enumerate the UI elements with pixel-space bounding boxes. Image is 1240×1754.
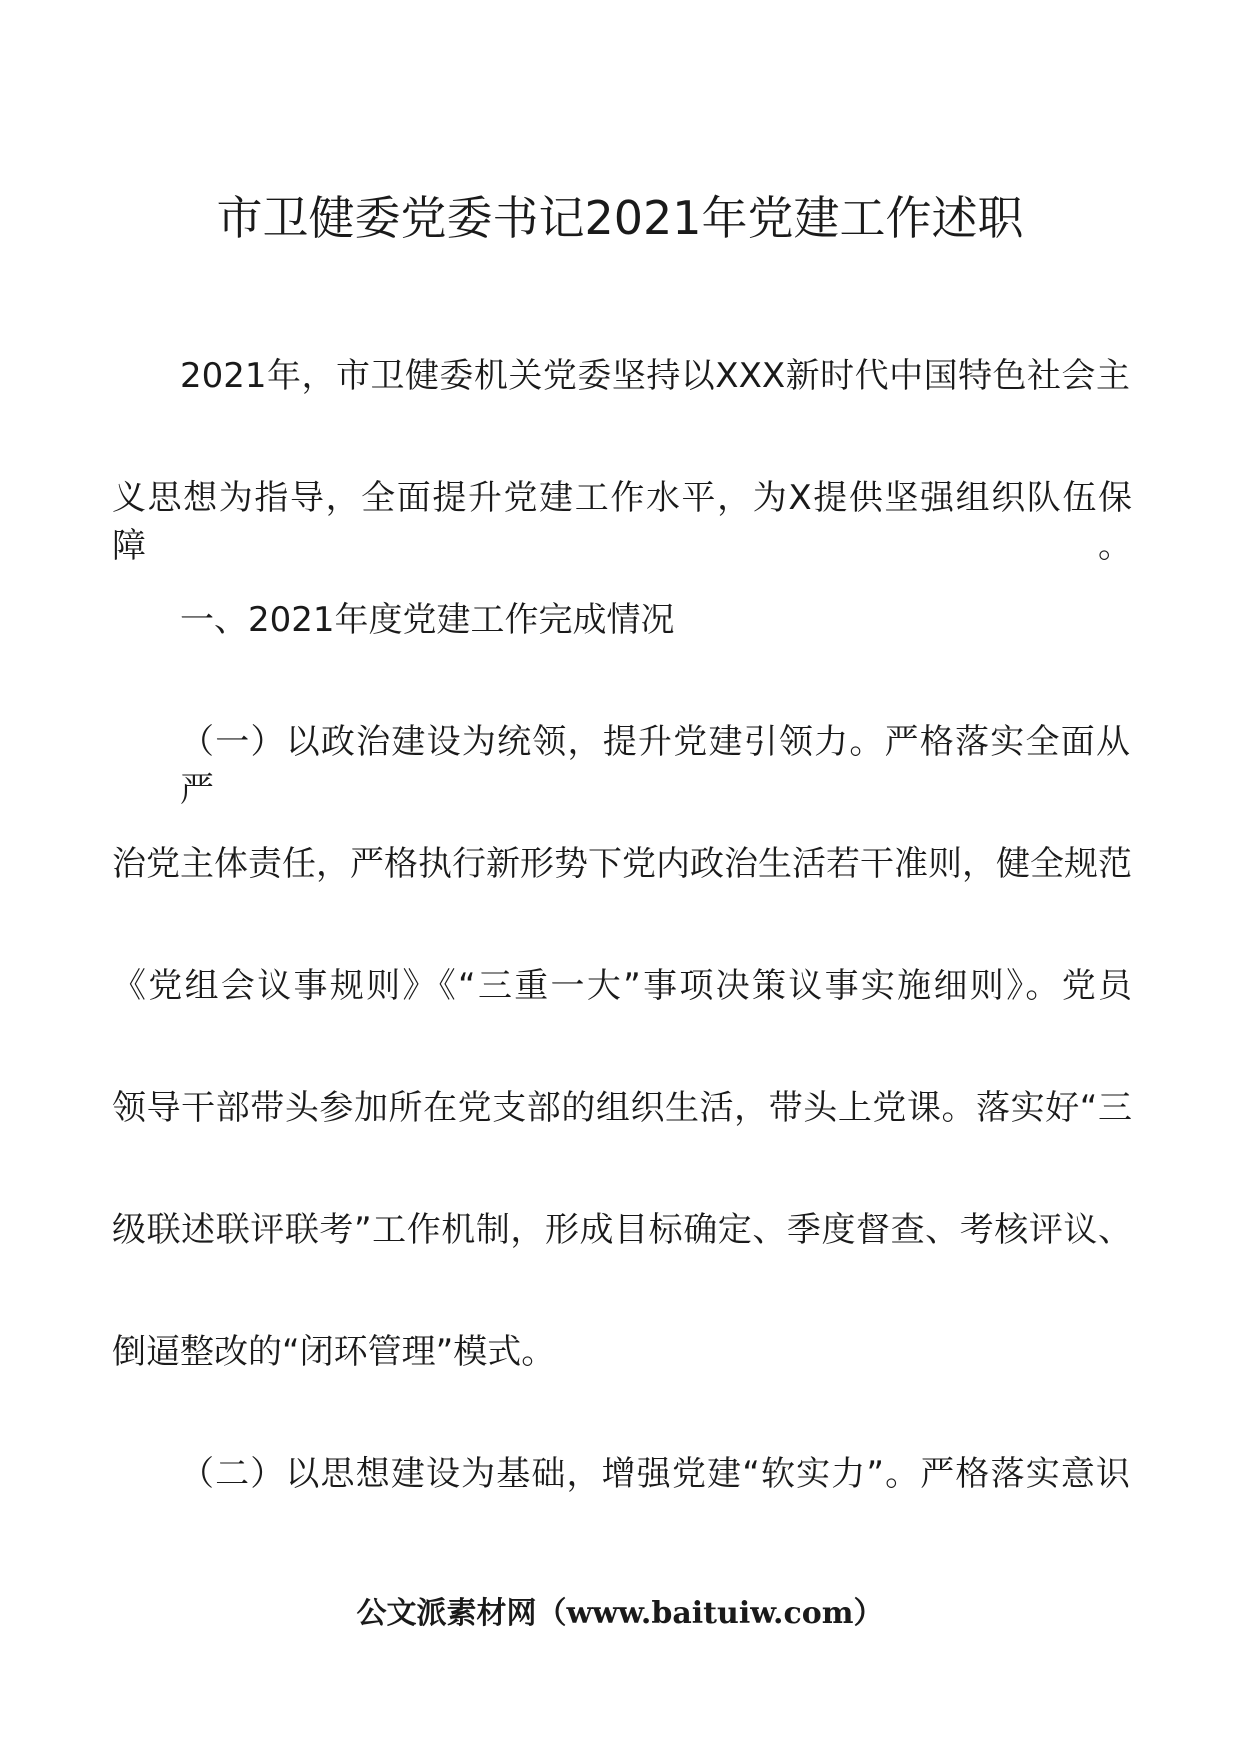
- paragraph-line: 2021年，市卫健委机关党委坚持以XXX新时代中国特色社会主: [180, 356, 1130, 396]
- paragraph-line: 治党主体责任，严格执行新形势下党内政治生活若干准则，健全规范: [112, 844, 1132, 884]
- paragraph-line: 倒逼整改的“闭环管理”模式。: [112, 1332, 556, 1372]
- paragraph-line: 《党组会议事规则》《“三重一大”事项决策议事实施细则》。党员: [112, 966, 1132, 1006]
- section-heading: 一、2021年度党建工作完成情况: [180, 600, 675, 640]
- footer-watermark: 公文派素材网（www.baituiw.com）: [356, 1596, 884, 1631]
- document-title: 市卫健委党委书记2021年党建工作述职: [216, 191, 1024, 245]
- paragraph-line: （一）以政治建设为统领，提升党建引领力。严格落实全面从严: [180, 722, 1130, 810]
- paragraph-line: 领导干部带头参加所在党支部的组织生活，带头上党课。落实好“三: [112, 1088, 1132, 1128]
- paragraph-line: 义思想为指导，全面提升党建工作水平，为X提供坚强组织队伍保障。: [112, 478, 1132, 566]
- paragraph-line: 级联述联评联考”工作机制，形成目标确定、季度督查、考核评议、: [112, 1210, 1132, 1250]
- paragraph-line: （二）以思想建设为基础，增强党建“软实力”。严格落实意识: [180, 1454, 1130, 1494]
